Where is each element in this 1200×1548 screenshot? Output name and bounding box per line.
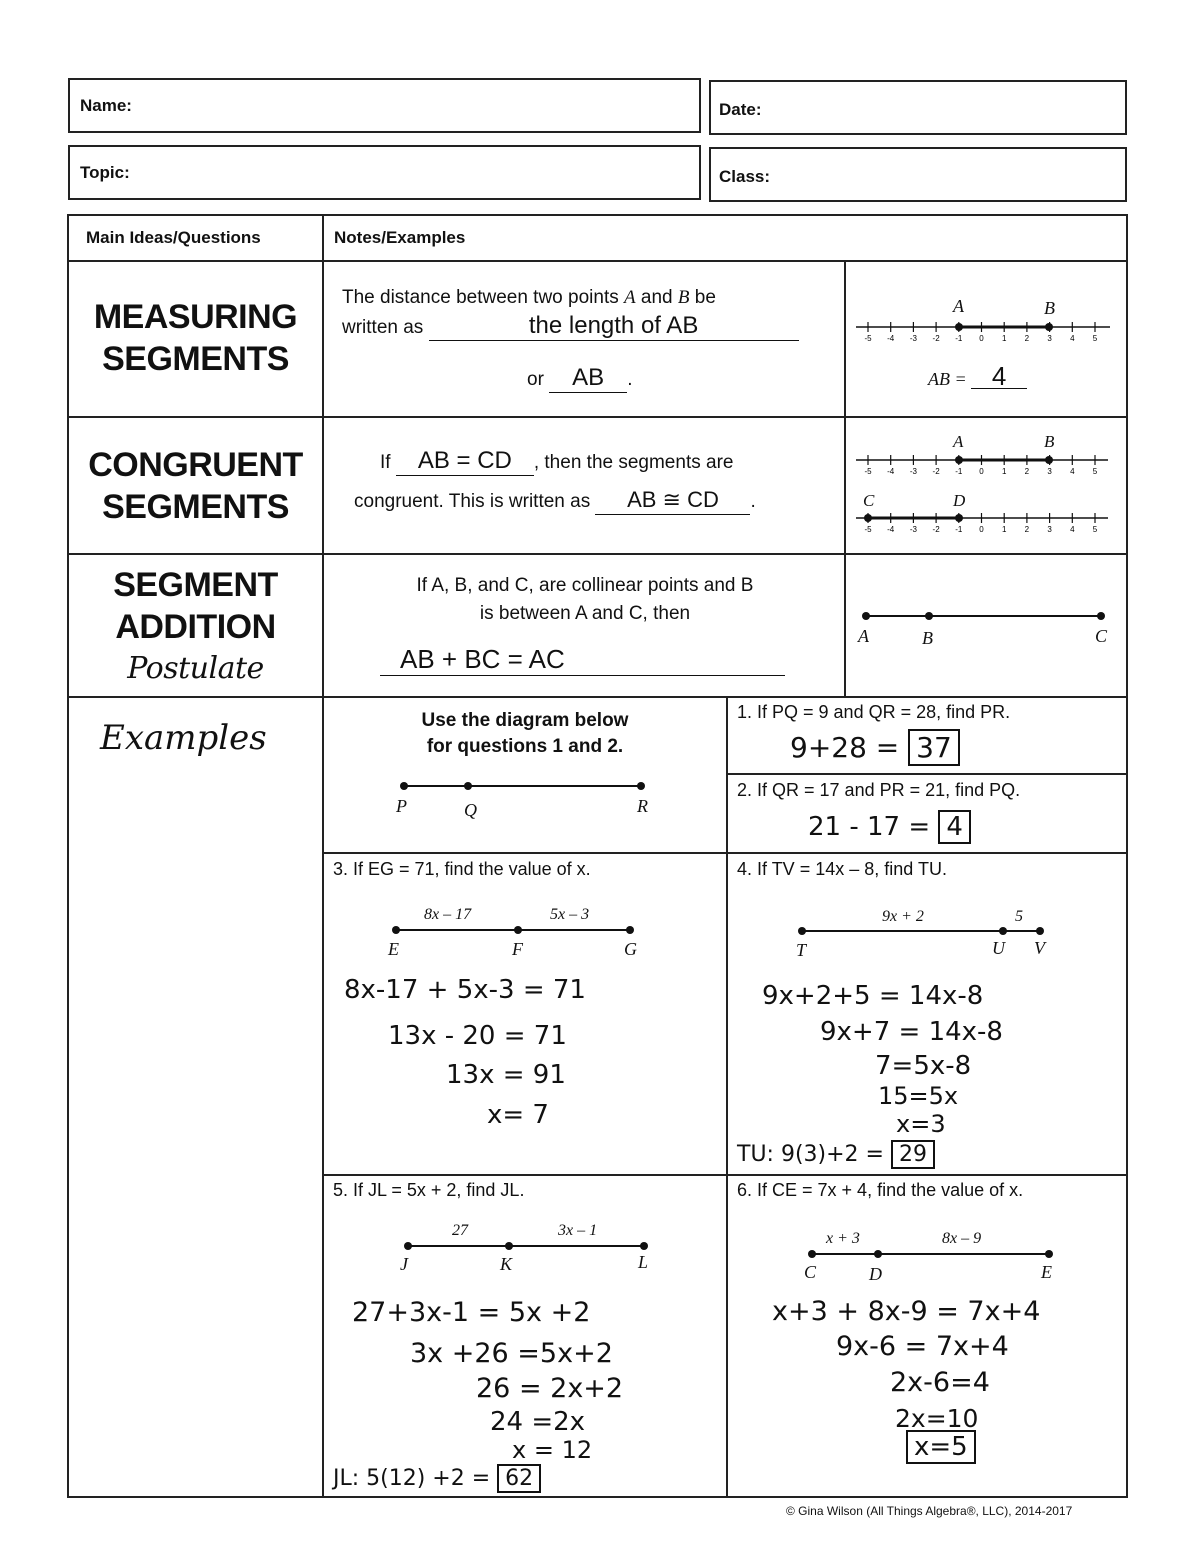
congruent-point-c: C — [863, 491, 875, 510]
number-line-tick-label: -1 — [955, 334, 963, 343]
question-5: 5. If JL = 5x + 2, find JL. — [333, 1180, 525, 1200]
date-label: Date: — [719, 100, 762, 119]
number-line-tick-label: 2 — [1024, 525, 1030, 534]
column-header-notes: Notes/Examples — [334, 228, 466, 247]
congruent-text-2: congruent. This is written as AB ≅ CD . — [354, 486, 756, 516]
point-r: R — [637, 796, 648, 816]
measuring-or-line: or AB . — [527, 364, 633, 391]
measuring-point-b: B — [1044, 298, 1055, 318]
number-line-tick-label: 3 — [1047, 334, 1052, 343]
addition-answer: AB + BC = AC — [380, 644, 785, 676]
topic-label: Topic: — [80, 163, 130, 182]
number-line-tick-label: 4 — [1070, 334, 1075, 343]
number-line-tick-label: -5 — [864, 467, 872, 476]
number-line-tick-label: 2 — [1024, 334, 1030, 343]
diagram-caption: Use the diagram below for questions 1 and 2. — [421, 710, 629, 757]
question-6-work-4: 2x=10 — [895, 1404, 979, 1433]
number-line-tick-label: -3 — [909, 525, 917, 534]
number-line-tick-label: 0 — [979, 525, 984, 534]
question-6-point-d: D — [869, 1264, 882, 1284]
question-3-point-g: G — [624, 939, 637, 959]
question-5-final: JL: 5(12) +2 = 62 — [333, 1466, 541, 1491]
measuring-text: The distance between two points A and B be written as the length of AB — [342, 284, 832, 342]
question-6-point-e: E — [1041, 1262, 1052, 1282]
point-q: Q — [464, 800, 477, 820]
congruent-answer-2: AB ≅ CD — [595, 486, 750, 515]
point-p: P — [396, 796, 407, 816]
number-line-tick-label: 1 — [1001, 334, 1007, 343]
question-4-work-4: 15=5x — [878, 1082, 959, 1110]
examples-title: Examples — [100, 718, 267, 758]
measuring-answer-1: the length of AB — [429, 312, 799, 341]
number-line-tick-label: 1 — [1001, 525, 1007, 534]
addition-point-a: A — [858, 626, 869, 646]
addition-text: If A, B, and C, are collinear points and B is between A and C, then — [416, 575, 754, 624]
number-line-tick-label: 3 — [1047, 525, 1052, 534]
question-3-seg1-label: 8x – 17 — [424, 906, 472, 923]
addition-point-b: B — [922, 628, 933, 648]
number-line-tick-label: -2 — [932, 467, 940, 476]
number-line-tick-label: 4 — [1070, 467, 1075, 476]
question-2: 2. If QR = 17 and PR = 21, find PQ. — [737, 780, 1021, 800]
question-5-point-l: L — [638, 1252, 649, 1272]
question-5-point-k: K — [500, 1254, 513, 1274]
number-line-tick-label: 0 — [979, 467, 984, 476]
question-6-answer: x=5 — [906, 1432, 976, 1462]
question-6-point-c: C — [804, 1262, 817, 1282]
number-line-tick-label: 3 — [1047, 467, 1052, 476]
number-line-tick-label: -1 — [955, 467, 963, 476]
number-line-tick-label: -4 — [887, 334, 895, 343]
number-line-tick-label: 5 — [1092, 334, 1098, 343]
measuring-point-a: A — [953, 296, 964, 316]
question-2-answer: 4 — [938, 810, 971, 844]
question-3-work-3: 13x = 91 — [446, 1060, 566, 1090]
question-4-point-v: V — [1034, 938, 1045, 958]
question-6: 6. If CE = 7x + 4, find the value of x. — [737, 1180, 1024, 1200]
addition-point-c: C — [1095, 626, 1108, 646]
question-3-work-1: 8x-17 + 5x-3 = 71 — [344, 975, 586, 1005]
number-line-tick-label: 0 — [979, 334, 984, 343]
question-3-point-f: F — [512, 939, 523, 959]
question-4-point-t: T — [796, 940, 807, 960]
measuring-title: MEASURING SEGMENTS — [93, 298, 298, 378]
question-1-answer: 37 — [908, 729, 960, 766]
question-5-answer: 62 — [497, 1464, 541, 1493]
congruent-answer-1: AB = CD — [396, 447, 534, 476]
question-5-seg1-label: 27 — [452, 1222, 468, 1239]
question-4-work-5: x=3 — [896, 1110, 946, 1138]
congruent-text-1: If AB = CD , then the segments are — [380, 447, 734, 474]
congruent-point-a: A — [953, 432, 964, 451]
name-label: Name: — [80, 96, 132, 115]
number-line-tick-label: -5 — [864, 334, 872, 343]
number-line-tick-label: -3 — [909, 467, 917, 476]
number-line-tick-label: -5 — [864, 525, 872, 534]
measuring-ab-row: AB = 4 — [928, 364, 1027, 390]
question-5-work-3: 26 = 2x+2 — [476, 1373, 624, 1404]
question-6-seg2-label: 8x – 9 — [942, 1230, 982, 1247]
copyright-footer: © Gina Wilson (All Things Algebra®, LLC), 2014-2017 — [786, 1504, 1073, 1518]
question-6-work-1: x+3 + 8x-9 = 7x+4 — [772, 1296, 1041, 1327]
question-5-point-j: J — [400, 1254, 408, 1274]
congruent-point-b: B — [1044, 432, 1055, 451]
question-4-point-u: U — [992, 938, 1005, 958]
question-4-seg2-label: 5 — [1015, 908, 1023, 925]
number-line-tick-label: -4 — [887, 467, 895, 476]
question-3: 3. If EG = 71, find the value of x. — [333, 859, 591, 879]
question-5-work-2: 3x +26 =5x+2 — [410, 1338, 613, 1369]
question-3-work-2: 13x - 20 = 71 — [388, 1021, 567, 1051]
number-line-tick-label: 5 — [1092, 525, 1098, 534]
question-3-seg2-label: 5x – 3 — [550, 906, 590, 923]
measuring-ab-answer: 4 — [971, 364, 1027, 389]
number-line-tick-label: -1 — [955, 525, 963, 534]
question-6-seg1-label: x + 3 — [826, 1230, 860, 1247]
addition-title: SEGMENT ADDITION Postulate — [113, 566, 278, 686]
question-1: 1. If PQ = 9 and QR = 28, find PR. — [737, 702, 1011, 722]
question-5-work-1: 27+3x-1 = 5x +2 — [352, 1297, 591, 1328]
number-line-tick-label: -3 — [909, 334, 917, 343]
question-6-work-2: 9x-6 = 7x+4 — [836, 1331, 1009, 1362]
question-4-work-3: 7=5x-8 — [875, 1051, 972, 1081]
question-5-work-4: 24 =2x — [490, 1407, 586, 1437]
question-6-work-3: 2x-6=4 — [890, 1367, 990, 1398]
number-line-tick-label: -2 — [932, 525, 940, 534]
question-4-final: TU: 9(3)+2 = 29 — [737, 1142, 935, 1167]
question-4: 4. If TV = 14x – 8, find TU. — [737, 859, 947, 879]
class-label: Class: — [719, 167, 771, 186]
question-5-seg2-label: 3x – 1 — [558, 1222, 598, 1239]
congruent-title: CONGRUENT SEGMENTS — [88, 446, 303, 526]
question-1-work: 9+28 = 37 — [790, 731, 960, 764]
number-line-tick-label: -4 — [887, 525, 895, 534]
number-line-tick-label: -2 — [932, 334, 940, 343]
column-header-main-ideas: Main Ideas/Questions — [86, 228, 261, 247]
number-line-tick-label: 1 — [1001, 467, 1007, 476]
number-line-tick-label: 5 — [1092, 467, 1098, 476]
question-5-work-5: x = 12 — [512, 1436, 593, 1464]
question-4-answer: 29 — [891, 1140, 935, 1169]
measuring-answer-2: AB — [549, 364, 627, 393]
question-4-work-2: 9x+7 = 14x-8 — [820, 1017, 1003, 1047]
question-2-work: 21 - 17 = 4 — [808, 812, 971, 842]
number-line-tick-label: 2 — [1024, 467, 1030, 476]
question-4-seg1-label: 9x + 2 — [882, 908, 924, 925]
question-3-work-4: x= 7 — [487, 1100, 549, 1130]
question-3-point-e: E — [388, 939, 399, 959]
question-4-work-1: 9x+2+5 = 14x-8 — [762, 981, 984, 1011]
congruent-point-d: D — [953, 491, 966, 510]
number-line-tick-label: 4 — [1070, 525, 1075, 534]
